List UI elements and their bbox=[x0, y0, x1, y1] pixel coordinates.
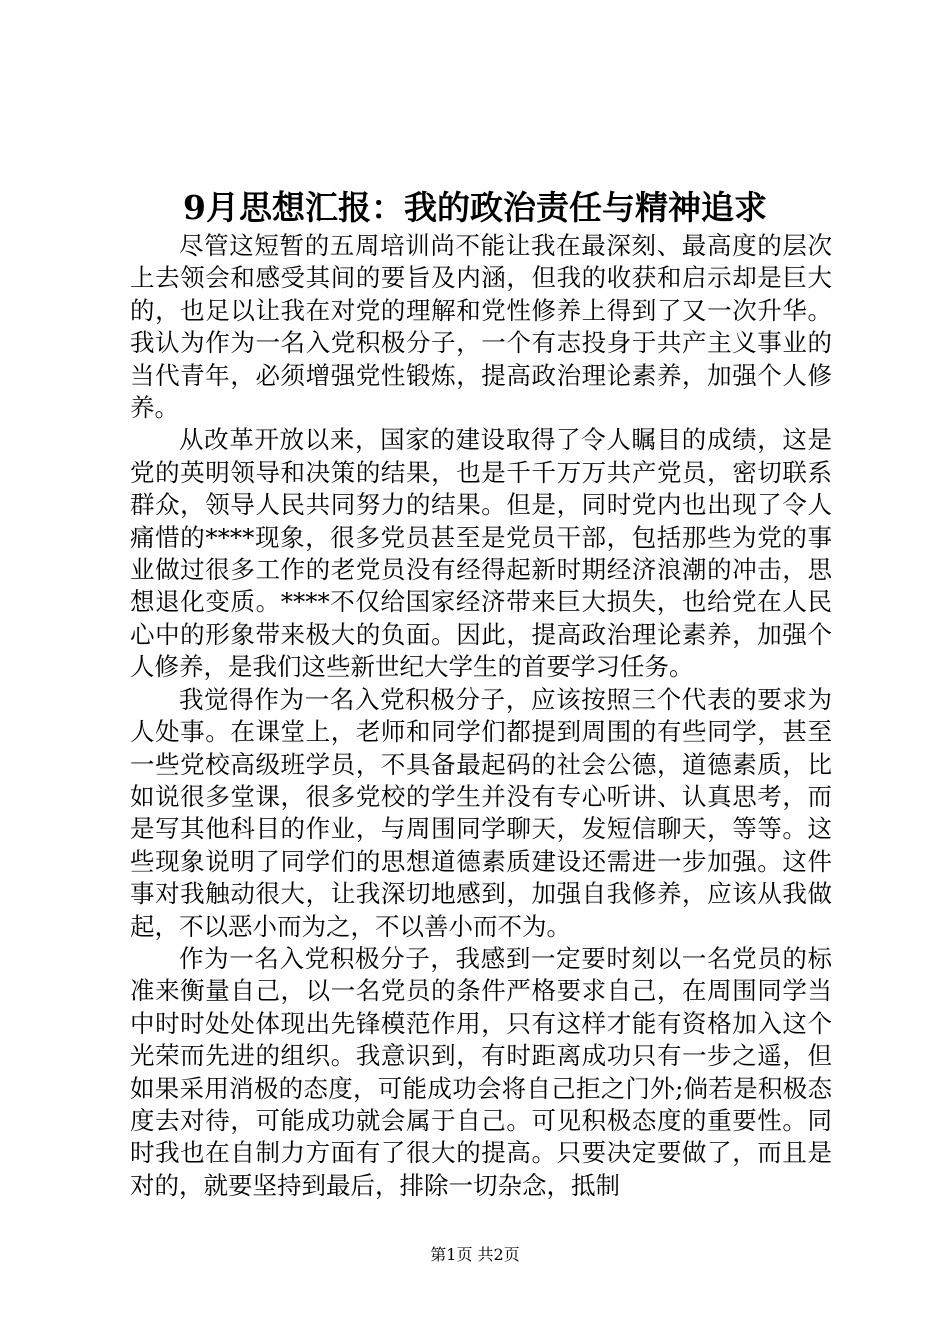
paragraph: 尽管这短暂的五周培训尚不能让我在最深刻、最高度的层次上去领会和感受其间的要旨及内涵，但我的收获和启示却是巨大的，也足以让我在对党的理解和党性修养上得到了又一次升华。我认为作为一名入党积极分子，一个有志投身于共产主义事业的当代青年，必须增强党性锻炼，提高政治理论素养，加强个人修养。 bbox=[130, 231, 832, 423]
paragraph: 我觉得作为一名入党积极分子，应该按照三个代表的要求为人处事。在课堂上，老师和同学们都提到周围的有些同学，甚至一些党校高级班学员，不具备最起码的社会公德，道德素质，比如说很多堂课，很多党校的学生并没有专心听讲、认真思考，而是写其他科目的作业，与周围同学聊天，发短信聊天，等等。这些现象说明了同学们的思想道德素质建设还需进一步加强。这件事对我触动很大，让我深切地感到，加强自我修养，应该从我做起，不以恶小而为之，不以善小而不为。 bbox=[130, 684, 832, 941]
paragraph: 作为一名入党积极分子，我感到一定要时刻以一名党员的标准来衡量自己，以一名党员的条件严格要求自己，在周围同学当中时时处处体现出先锋模范作用，只有这样才能有资格加入这个光荣而先进的组织。我意识到，有时距离成功只有一步之遥，但如果采用消极的态度，可能成功会将自己拒之门外;倘若是积极态度去对待，可能成功就会属于自己。可见积极态度的重要性。同时我也在自制力方面有了很大的提高。只要决定要做了，而且是对的，就要坚持到最后，排除一切杂念，抵制 bbox=[130, 943, 832, 1200]
document-title: 9月思想汇报：我的政治责任与精神追求 bbox=[183, 188, 767, 227]
paragraph: 从改革开放以来，国家的建设取得了令人瞩目的成绩，这是党的英明领导和决策的结果，也是千千万万共产党员，密切联系群众，领导人民共同努力的结果。但是，同时党内也出现了令人痛惜的****现象，很多党员甚至是党员干部，包括那些为党的事业做过很多工作的老党员没有经得起新时期经济浪潮的冲击，思想退化变质。****不仅给国家经济带来巨大损失，也给党在人民心中的形象带来极大的负面。因此，提高政治理论素养，加强个人修养，是我们这些新世纪大学生的首要学习任务。 bbox=[130, 425, 832, 682]
document-body bbox=[130, 230, 832, 1202]
page-number-footer: 第1页 共2页 bbox=[430, 1245, 520, 1264]
